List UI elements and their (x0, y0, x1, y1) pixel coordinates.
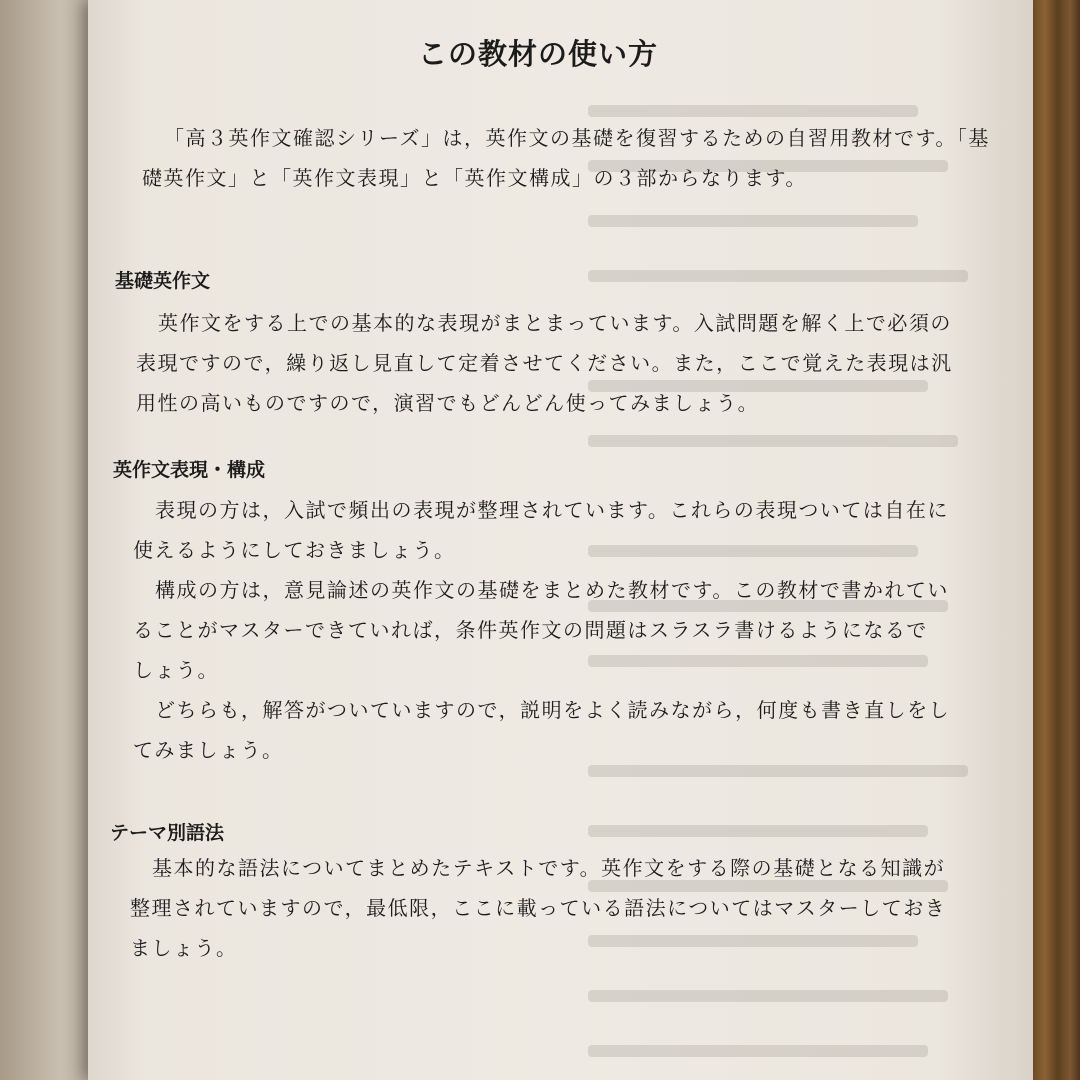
body-line: 表現の方は，入試で頻出の表現が整理されています。これらの表現ついては自在に (155, 498, 949, 522)
intro-line: 「高３英作文確認シリーズ」は，英作文の基礎を復習するための自習用教材です。「基 (164, 126, 990, 150)
body-line: 表現ですので，繰り返し見直して定着させてください。また，ここで覚えた表現は汎 (136, 351, 953, 375)
section-heading-expression-structure: 英作文表現・構成 (113, 459, 266, 481)
intro-paragraph (142, 118, 990, 198)
previous-page-edge (0, 0, 100, 1080)
body-line: 英作文をする上での基本的な表現がまとまっています。入試問題を解く上で必須の (158, 311, 952, 335)
body-line: てみましょう。 (133, 738, 284, 762)
document-page (88, 0, 1033, 1080)
section-body-expression-structure (133, 490, 950, 770)
section-heading-theme-usage: テーマ別語法 (110, 822, 225, 844)
body-line: どちらも，解答がついていますので，説明をよく読みながら，何度も書き直しをし (155, 698, 951, 722)
section-body-basic-writing (136, 303, 953, 423)
section-heading-basic-writing: 基礎英作文 (115, 270, 211, 292)
section-body-theme-usage (130, 848, 946, 968)
body-line: 構成の方は，意見論述の英作文の基礎をまとめた教材です。この教材で書かれてい (155, 578, 949, 602)
wooden-surface (1030, 0, 1080, 1080)
body-line: しょう。 (133, 658, 219, 682)
body-line: 用性の高いものですので，演習でもどんどん使ってみましょう。 (136, 391, 760, 415)
page-title: この教材の使い方 (418, 37, 659, 71)
body-line: 使えるようにしておきましょう。 (133, 538, 456, 562)
body-line: ることがマスターできていれば，条件英作文の問題はスラスラ書けるようになるで (133, 618, 928, 642)
body-line: 整理されていますので，最低限，ここに載っている語法についてはマスターしておき (130, 896, 947, 920)
intro-line: 礎英作文」と「英作文表現」と「英作文構成」の３部からなります。 (142, 166, 807, 190)
body-line: 基本的な語法についてまとめたテキストです。英作文をする際の基礎となる知識が (152, 856, 946, 880)
body-line: ましょう。 (130, 936, 238, 960)
